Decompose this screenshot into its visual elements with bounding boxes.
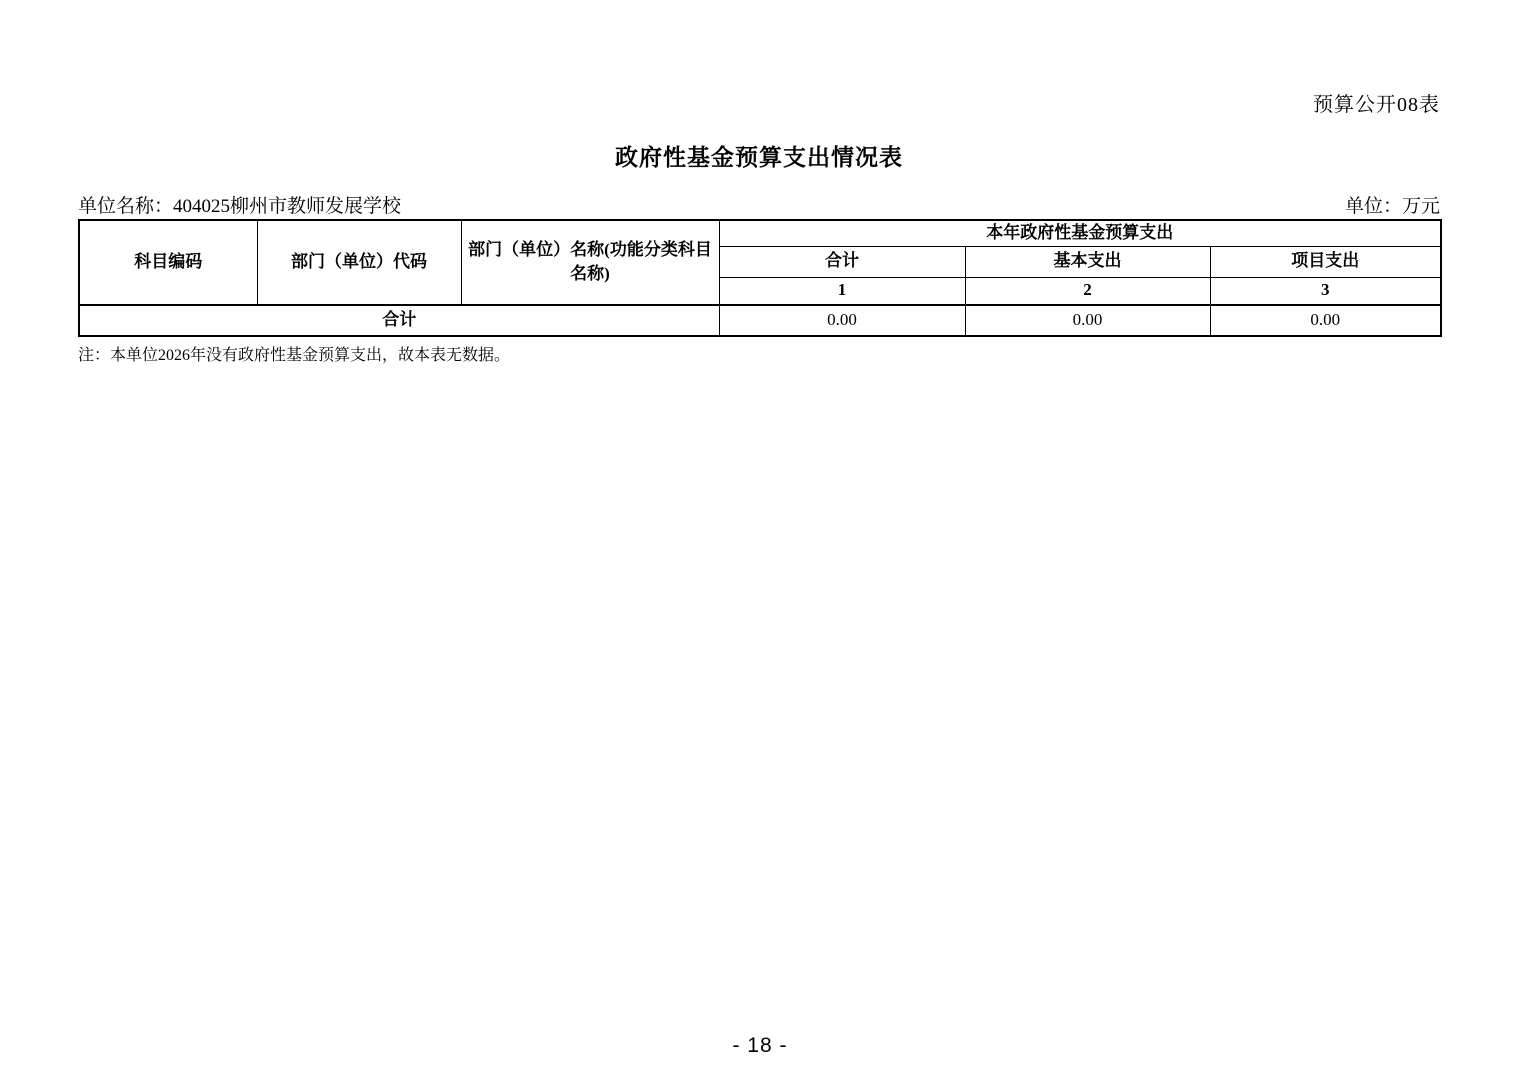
col-header-total: 合计 bbox=[719, 246, 965, 277]
project-expenditure-value: 0.00 bbox=[1210, 305, 1441, 336]
col-header-basic-expenditure: 基本支出 bbox=[965, 246, 1210, 277]
col-number-3: 3 bbox=[1210, 277, 1441, 305]
page-title: 政府性基金预算支出情况表 bbox=[615, 145, 903, 170]
header-row-group bbox=[79, 220, 1441, 246]
meta-row bbox=[78, 191, 1440, 218]
total-value: 0.00 bbox=[719, 305, 965, 336]
col-header-dept-name: 部门（单位）名称(功能分类科目名称) bbox=[461, 220, 719, 305]
table-row-total bbox=[79, 305, 1441, 336]
form-code-label: 预算公开08表 bbox=[1313, 94, 1440, 116]
budget-table bbox=[78, 219, 1442, 337]
footnote: 注：本单位2026年没有政府性基金预算支出，故本表无数据。 bbox=[78, 347, 511, 364]
unit-name-label: 单位名称：404025柳州市教师发展学校 bbox=[78, 196, 402, 217]
basic-expenditure-value: 0.00 bbox=[965, 305, 1210, 336]
col-group-header-current-year-expenditure: 本年政府性基金预算支出 bbox=[719, 220, 1441, 246]
col-header-project-expenditure: 项目支出 bbox=[1210, 246, 1441, 277]
col-number-1: 1 bbox=[719, 277, 965, 305]
col-number-2: 2 bbox=[965, 277, 1210, 305]
currency-unit-label: 单位：万元 bbox=[1344, 196, 1440, 217]
col-header-dept-code: 部门（单位）代码 bbox=[257, 220, 461, 305]
total-row-label: 合计 bbox=[79, 305, 719, 336]
col-header-subject-code: 科目编码 bbox=[79, 220, 257, 305]
page-number: - 18 - bbox=[732, 1034, 788, 1057]
